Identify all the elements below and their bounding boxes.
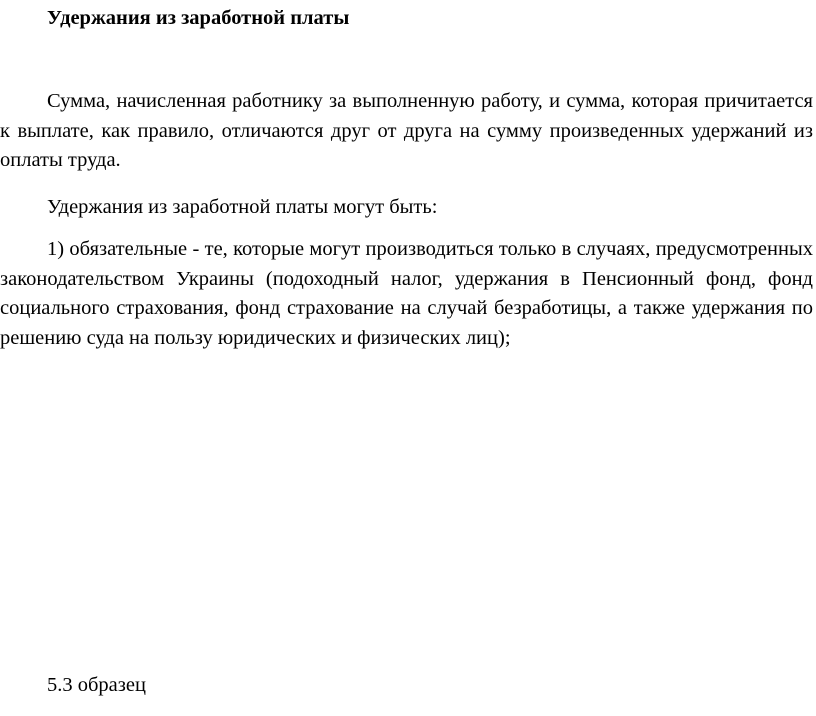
paragraph-mandatory-deductions: 1) обязательные - те, которые могут производиться только в случаях, предусмотренных законодательством Украины (подоходный налог, удержания в Пенсионный фонд, фонд социального страхования, фонд страхование на случай безработицы, а также удержания по решению суда на пользу юридических и физических лиц); <box>0 238 813 349</box>
paragraph-net-vs-accrued: Сумма, начисленная работнику за выполненную работу, и сумма, которая причитается к выплате, как правило, отличаются друг от друга на сумму произведенных удержаний из оплаты труда. <box>0 90 813 171</box>
section-label: 5.3 образец <box>47 674 146 696</box>
paragraph-deductions-intro: Удержания из заработной платы могут быть: <box>47 196 438 218</box>
document-heading: Удержания из заработной платы <box>47 7 350 29</box>
